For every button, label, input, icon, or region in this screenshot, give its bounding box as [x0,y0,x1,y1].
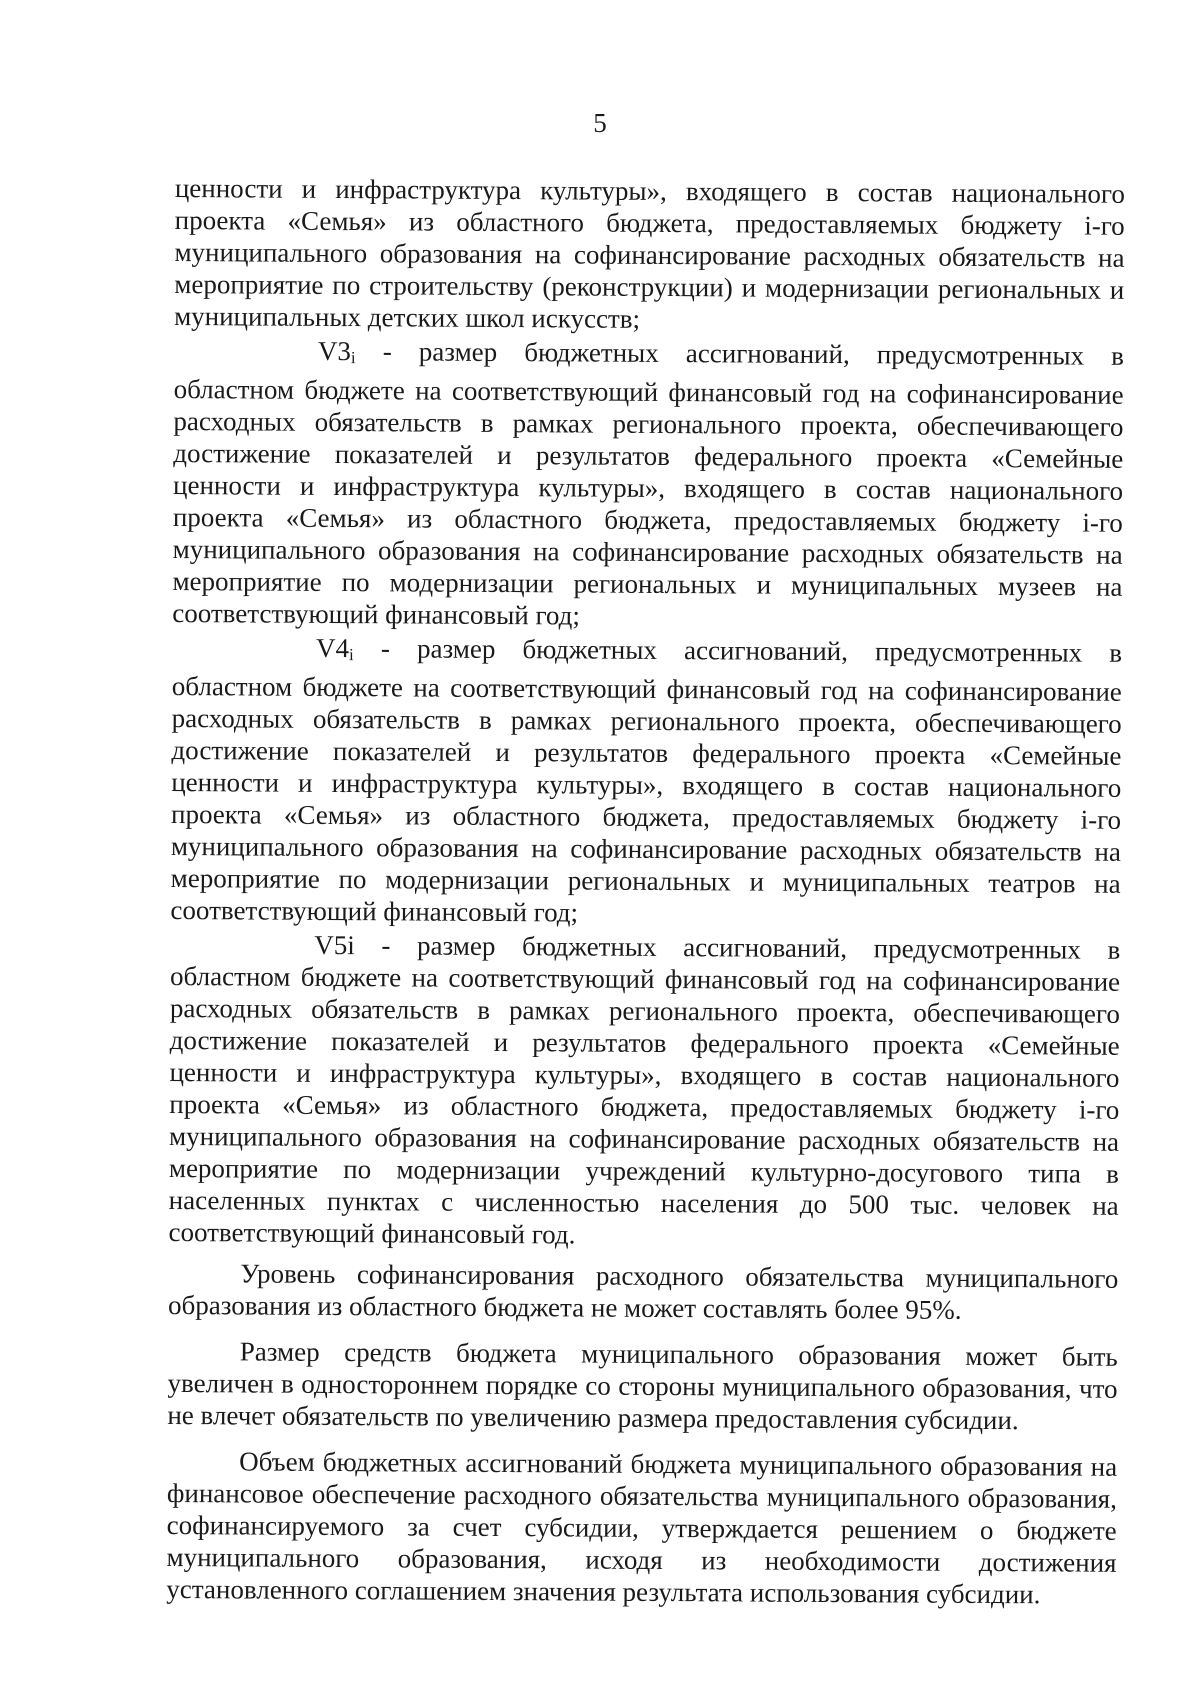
dash: - [354,930,418,961]
document-body [166,172,1125,1611]
paragraph-v4 [170,631,1122,932]
paragraph-text: размер бюджетных ассигнований, предусмотренных в областном бюджете на соответствующий финансовый год на софинансирование расходных обязательств в рамках регионального проекта, обеспечивающего достижение показателей и результатов федерального проекта «Семейные ценности и инфраструктура культуры», входящего в состав национального проекта «Семья» из областного бюджета, предоставляемых бюджету i-го муниципального образования на софинансирование расходных обязательств на мероприятие по модернизации учреждений культурно-досугового типа в населенных пунктах с численностью населения до 500 тыс. человек на соответствующий финансовый год. [168,930,1121,1250]
paragraph-v3 [172,334,1124,635]
dash: - [353,633,418,664]
paragraph-text: размер бюджетных ассигнований, предусмотренных в областном бюджете на соответствующий финансовый год на софинансирование расходных обязательств в рамках регионального проекта, обеспечивающего достижение показателей и результатов федерального проекта «Семейные ценности и инфраструктура культуры», входящего в состав национального проекта «Семья» из областного бюджета, предоставляемых бюджету i-го муниципального образования на софинансирование расходных обязательств на мероприятие по модернизации региональных и муниципальных театров на соответствующий финансовый год; [170,633,1123,928]
paragraph-text: Уровень софинансирования расходного обязательства муниципального образования из областного бюджета не может составлять более 95%. [167,1258,1119,1325]
variable-label-v3: V3i [317,335,356,368]
paragraph-text: ценности и инфраструктура культуры», входящего в состав национального проекта «Семья» из областного бюджета, предоставляемых бюджету i-го муниципального образования на софинансирование расходных обязательств на мероприятие по строительству (реконструкции) и модернизации региональных и муниципальных детских школ искусств; [174,172,1125,334]
paragraph-text: Размер средств бюджета муниципального образования может быть увеличен в одностороннем порядке со стороны муниципального образования, что не влечет обязательств по увеличению размера предоставления субсидии. [167,1336,1118,1436]
paragraph-cofinancing-level [168,1257,1118,1327]
variable-label-v5: V5i [314,929,355,961]
paragraph-v5 [168,928,1120,1254]
paragraph-text: размер бюджетных ассигнований, предусмотренных в областном бюджете на соответствующий финансовый год на софинансирование расходных обязательств в рамках регионального проекта, обеспечивающего достижение показателей и результатов федерального проекта «Семейные ценности и инфраструктура культуры», входящего в состав национального проекта «Семья» из областного бюджета, предоставляемых бюджету i-го муниципального образования на софинансирование расходных обязательств на мероприятие по модернизации региональных и муниципальных музеев на соответствующий финансовый год; [172,336,1124,631]
page-number: 5 [593,108,607,138]
paragraph-continuation [174,172,1125,338]
variable-label-v4: V4i [316,632,354,665]
paragraph-budget-volume [166,1445,1117,1611]
paragraph-budget-increase [167,1335,1118,1437]
paragraph-text: Объем бюджетных ассигнований бюджета муниципального образования на финансовое обеспечение расходного обязательства муниципального образования, софинансируемого за счет субсидии, утверждается решением о бюджете муниципального образования, исходя из необходимости достижения установленного соглашением значения результата использования субсидии. [166,1446,1118,1610]
dash: - [355,336,419,367]
